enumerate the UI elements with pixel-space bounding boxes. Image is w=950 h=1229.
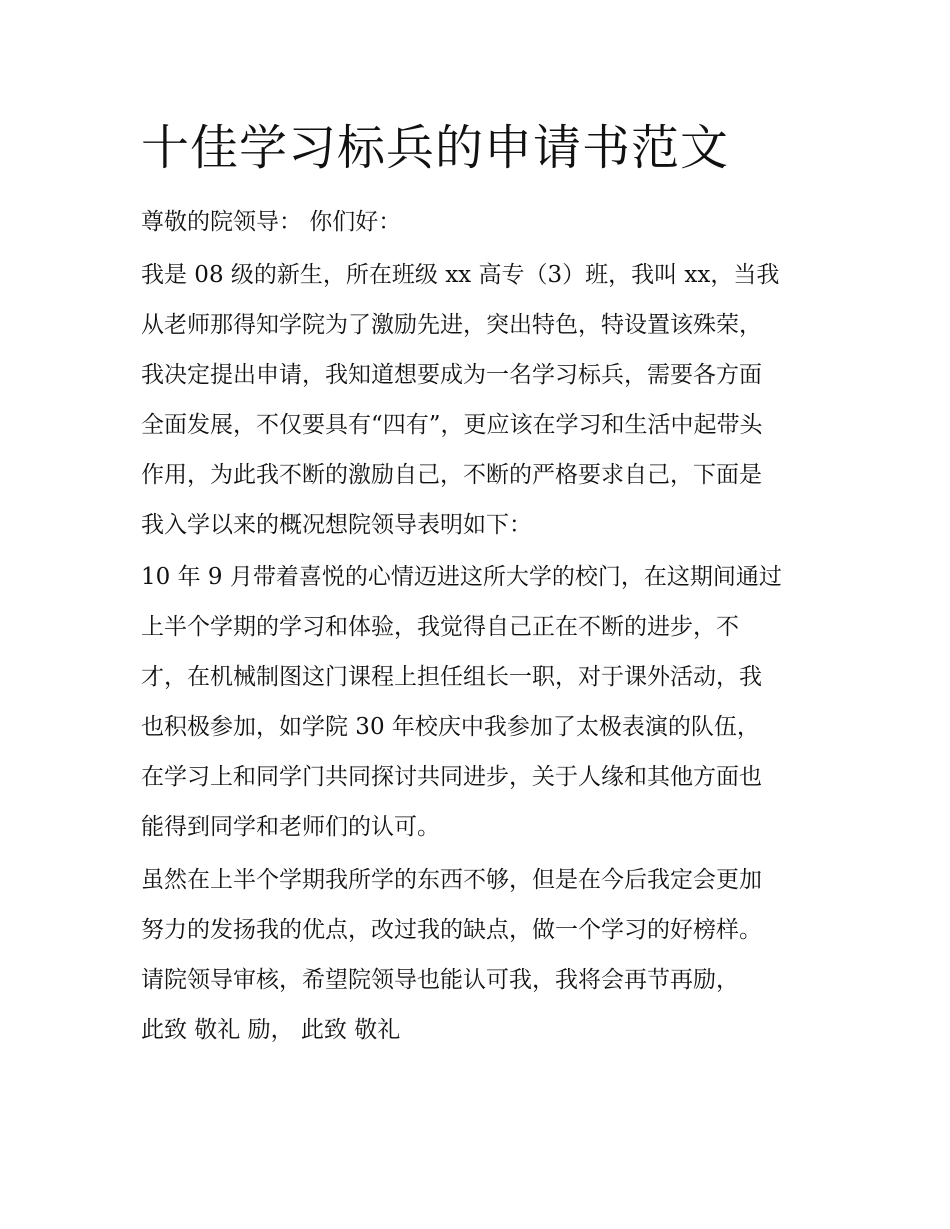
body-line: 努力的发扬我的优点，改过我的缺点，做一个学习的好榜样。: [141, 917, 762, 943]
body-line: 请院领导审核，希望院领导也能认可我，我将会再节再励，: [141, 967, 739, 993]
salutation-line: 尊敬的院领导： 你们好：: [141, 209, 402, 235]
body-line: 我决定提出申请，我知道想要成为一名学习标兵，需要各方面: [141, 362, 762, 388]
body-line: 我是 08 级的新生，所在班级 xx 高专（3）班，我叫 xx，当我: [141, 262, 780, 288]
body-line: 才，在机械制图这门课程上担任组长一职，对于课外活动，我: [141, 664, 762, 690]
body-line: 全面发展，不仅要具有“四有”，更应该在学习和生活中起带头: [141, 412, 763, 438]
body-line: 上半个学期的学习和体验，我觉得自己正在不断的进步，不: [141, 614, 739, 640]
closing-line: 此致 敬礼 励， 此致 敬礼: [141, 1017, 401, 1043]
body-line: 也积极参加，如学院 30 年校庆中我参加了太极表演的队伍，: [141, 714, 760, 740]
document-title: 十佳学习标兵的申请书范文: [141, 120, 730, 176]
body-line: 在学习上和同学门共同探讨共同进步，关于人缘和其他方面也: [141, 764, 762, 790]
body-line: 虽然在上半个学期我所学的东西不够，但是在今后我定会更加: [141, 867, 762, 893]
body-line: 我入学以来的概况想院领导表明如下：: [141, 512, 532, 538]
body-line: 从老师那得知学院为了激励先进，突出特色，特设置该殊荣，: [141, 312, 762, 338]
body-line: 能得到同学和老师们的认可。: [141, 814, 440, 840]
body-line: 10 年 9 月带着喜悦的心情迈进这所大学的校门，在这期间通过: [141, 564, 782, 590]
body-line: 作用，为此我不断的激励自己，不断的严格要求自己，下面是: [141, 462, 762, 488]
